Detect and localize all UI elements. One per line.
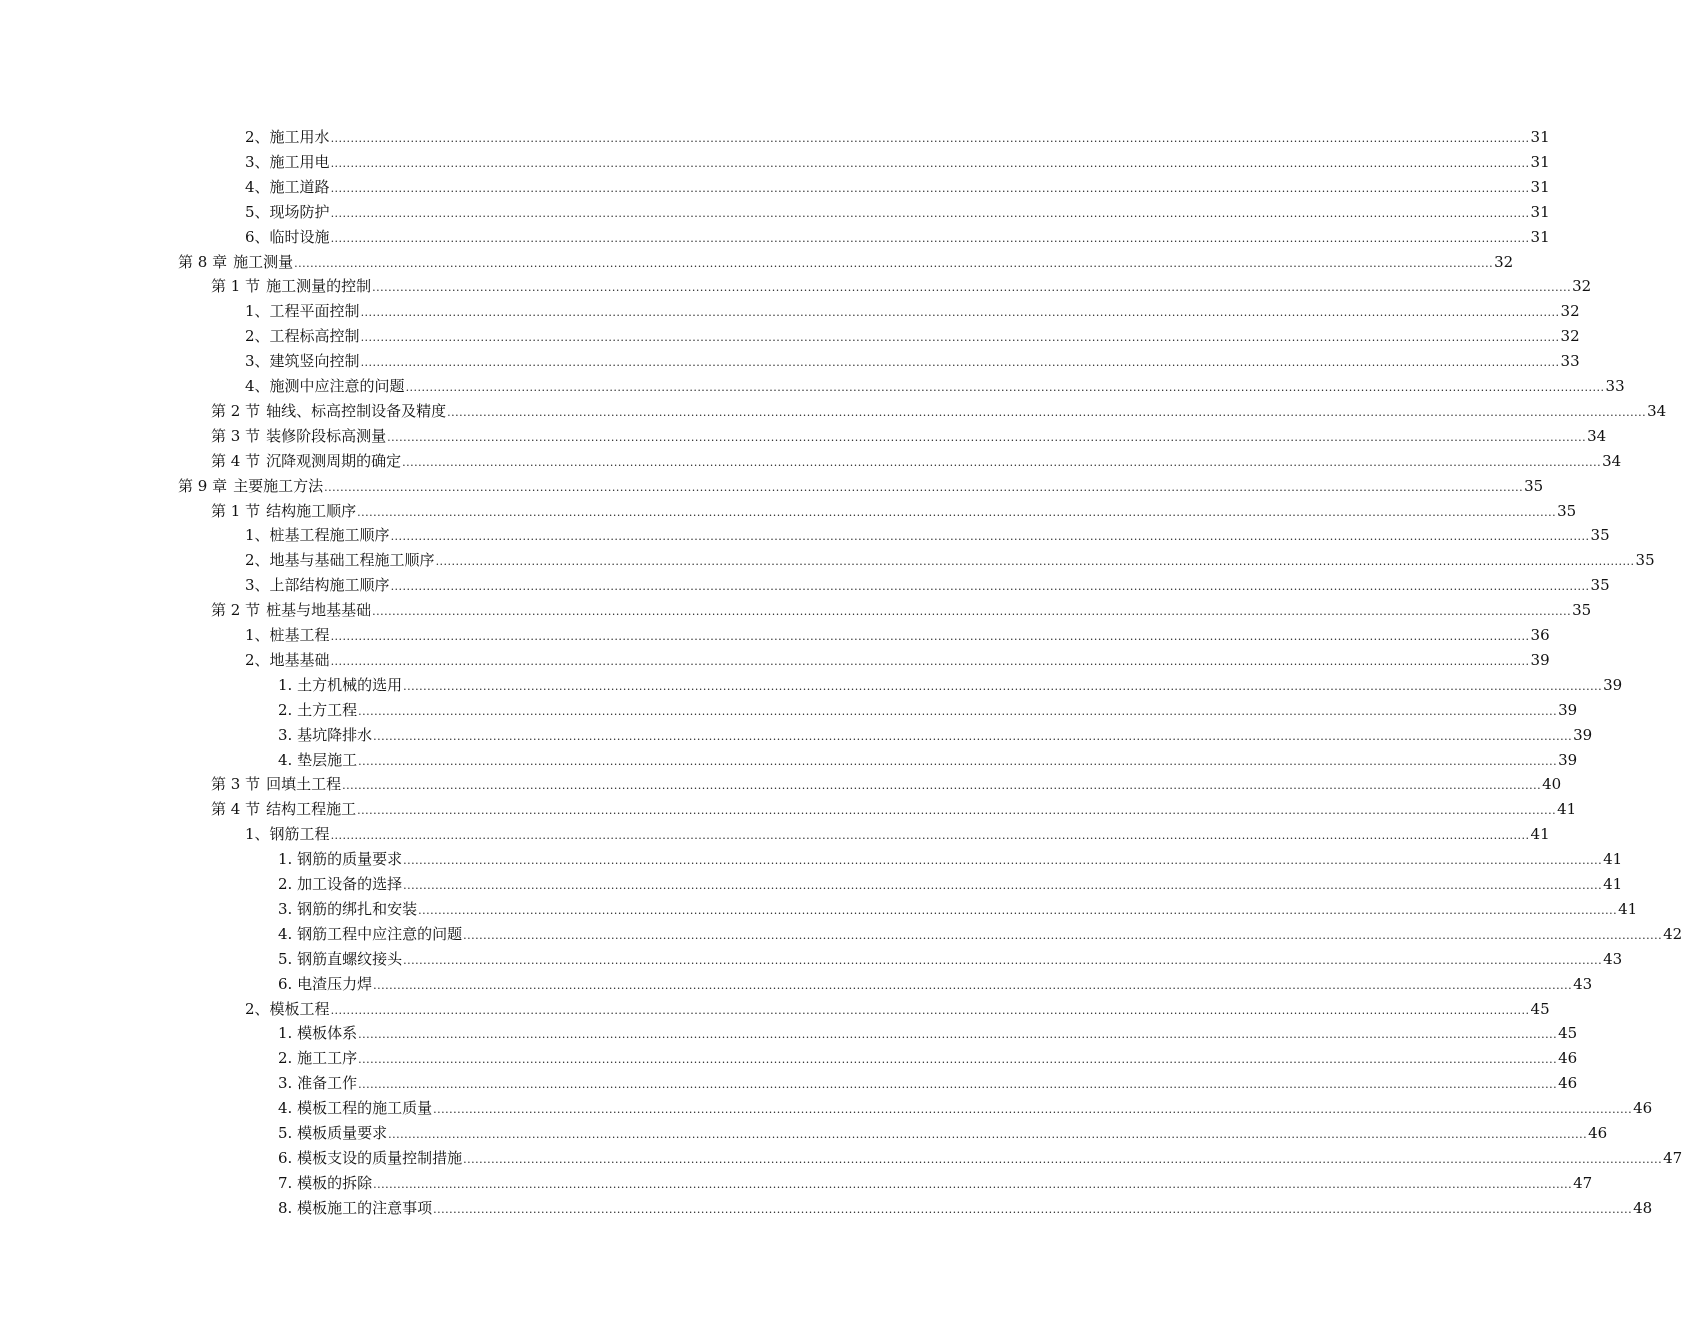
dot-leader: ............................................................................................................................................................................................................................................................................................................ — [324, 480, 1524, 494]
toc-entry-title: 钢筋工程 — [269, 825, 330, 844]
toc-entry-page-number: 39 — [1558, 700, 1578, 719]
toc-entry-page-number: 41 — [1530, 825, 1550, 844]
toc-entry-title: 施工道路 — [269, 177, 330, 196]
toc-entry-title: 桩基工程 — [269, 626, 330, 644]
dot-leader: ............................................................................................................................................................................................................................................................................................................ — [373, 1177, 1573, 1191]
toc-entry-title: 3. 准备工作 — [278, 1074, 358, 1093]
dot-leader: ............................................................................................................................................................................................................................................................................................................ — [373, 729, 1573, 743]
toc-entry-number: 第 3 节 — [211, 775, 261, 794]
toc-entry-number: 第 4 节 — [211, 800, 261, 819]
toc-entry-number: 1、 — [245, 302, 270, 321]
toc-entry-page-number: 32 — [1572, 277, 1592, 296]
toc-entry-title: 结构工程施工 — [266, 800, 357, 819]
toc-entry-title: 模板工程 — [269, 999, 330, 1018]
toc-entry-number: 1、 — [245, 825, 270, 844]
toc-entry[interactable] — [178, 474, 1544, 499]
toc-entry-page-number: 32 — [1560, 302, 1580, 321]
toc-entry-title: 6. 模板支设的质量控制措施 — [278, 1148, 463, 1167]
dot-leader: ............................................................................................................................................................................................................................................................................................................ — [330, 829, 1530, 843]
toc-entry-number: 1、 — [245, 626, 270, 644]
toc-entry[interactable] — [178, 250, 1514, 275]
toc-entry[interactable] — [245, 324, 1580, 349]
toc-entry-number: 3、 — [245, 576, 270, 595]
dot-leader: ............................................................................................................................................................................................................................................................................................................ — [403, 879, 1603, 892]
toc-entry-number: 第 9 章 — [178, 476, 228, 495]
toc-entry-title: 1. 钢筋的质量要求 — [278, 850, 403, 869]
toc-entry-number: 第 2 节 — [211, 601, 261, 620]
toc-entry[interactable] — [278, 1046, 1578, 1071]
toc-entry-page-number: 35 — [1557, 501, 1577, 520]
toc-entry[interactable] — [278, 1146, 1682, 1171]
toc-entry[interactable] — [245, 225, 1550, 250]
toc-entry-page-number: 39 — [1558, 750, 1578, 769]
toc-entry[interactable] — [278, 1121, 1608, 1146]
toc-entry-page-number: 39 — [1530, 650, 1550, 669]
toc-entry-page-number: 41 — [1603, 875, 1623, 893]
toc-entry[interactable] — [245, 150, 1550, 175]
dot-leader: ............................................................................................................................................................................................................................................................................................................ — [463, 1152, 1663, 1166]
dot-leader: ............................................................................................................................................................................................................................................................................................................ — [418, 903, 1618, 917]
toc-entry-title: 临时设施 — [269, 227, 330, 246]
toc-entry-number: 第 4 节 — [211, 451, 261, 470]
toc-entry-page-number: 48 — [1633, 1198, 1653, 1217]
toc-entry-page-number: 39 — [1573, 725, 1593, 744]
toc-entry-title: 施工用水 — [269, 128, 330, 146]
toc-entry[interactable] — [278, 897, 1638, 922]
toc-entry-title: 轴线、标高控制设备及精度 — [266, 401, 447, 420]
toc-entry-page-number: 41 — [1603, 850, 1623, 869]
toc-entry[interactable] — [211, 772, 1562, 797]
dot-leader: ............................................................................................................................................................................................................................................................................................................ — [403, 854, 1603, 868]
toc-entry[interactable] — [278, 972, 1593, 997]
toc-entry[interactable] — [245, 548, 1655, 573]
toc-entry-title: 2. 加工设备的选择 — [278, 875, 403, 893]
toc-entry-title: 8. 模板施工的注意事项 — [278, 1198, 433, 1217]
toc-entry-title: 地基基础 — [269, 650, 330, 669]
toc-entry-page-number: 41 — [1618, 899, 1638, 918]
toc-entry[interactable] — [245, 648, 1550, 673]
toc-entry[interactable] — [278, 872, 1623, 897]
toc-entry-page-number: 43 — [1603, 949, 1623, 968]
dot-leader: ............................................................................................................................................................................................................................................................................................................ — [330, 132, 1530, 145]
dot-leader: ............................................................................................................................................................................................................................................................................................................ — [358, 1028, 1558, 1042]
toc-entry-page-number: 33 — [1605, 377, 1625, 395]
toc-entry-title: 4. 模板工程的施工质量 — [278, 1099, 433, 1118]
toc-entry[interactable] — [211, 449, 1622, 474]
toc-entry-title: 1. 土方机械的选用 — [278, 675, 403, 694]
toc-entry[interactable] — [278, 698, 1578, 723]
toc-entry[interactable] — [211, 399, 1667, 424]
dot-leader: ............................................................................................................................................................................................................................................................................................................ — [402, 455, 1602, 469]
toc-entry-title: 2. 施工工序 — [278, 1049, 358, 1068]
toc-entry-number: 3、 — [245, 152, 270, 171]
dot-leader: ............................................................................................................................................................................................................................................................................................................ — [358, 1053, 1558, 1067]
dot-leader: ............................................................................................................................................................................................................................................................................................................ — [342, 779, 1542, 793]
toc-entry-number: 1、 — [245, 526, 270, 545]
toc-entry[interactable] — [278, 1096, 1653, 1121]
dot-leader: ............................................................................................................................................................................................................................................................................................................ — [447, 405, 1647, 419]
toc-entry[interactable] — [278, 1071, 1578, 1096]
toc-entry-number: 3、 — [245, 352, 270, 371]
toc-entry-page-number: 45 — [1558, 1024, 1578, 1043]
toc-entry-page-number: 31 — [1530, 177, 1550, 196]
toc-entry-number: 4、 — [245, 377, 270, 395]
dot-leader: ............................................................................................................................................................................................................................................................................................................ — [403, 953, 1603, 967]
toc-entry-number: 第 2 节 — [211, 401, 261, 420]
toc-entry[interactable] — [211, 598, 1592, 623]
toc-entry[interactable] — [211, 274, 1592, 299]
toc-entry[interactable] — [245, 175, 1550, 200]
dot-leader: ............................................................................................................................................................................................................................................................................................................ — [330, 181, 1530, 195]
toc-entry-page-number: 41 — [1557, 800, 1577, 819]
toc-entry[interactable] — [278, 1171, 1593, 1196]
toc-entry-number: 2、 — [245, 999, 270, 1018]
dot-leader: ............................................................................................................................................................................................................................................................................................................ — [330, 630, 1530, 643]
toc-entry[interactable] — [278, 847, 1623, 872]
toc-entry-number: 第 3 节 — [211, 426, 261, 445]
toc-entry-title: 结构施工顺序 — [266, 501, 357, 520]
dot-leader: ............................................................................................................................................................................................................................................................................................................ — [357, 804, 1557, 818]
dot-leader: ............................................................................................................................................................................................................................................................................................................ — [330, 1003, 1530, 1017]
toc-entry[interactable] — [278, 748, 1578, 773]
toc-entry-page-number: 35 — [1590, 576, 1610, 595]
toc-entry[interactable] — [245, 523, 1610, 548]
dot-leader: ............................................................................................................................................................................................................................................................................................................ — [390, 580, 1590, 594]
toc-entry[interactable] — [245, 200, 1550, 225]
toc-entry-page-number: 32 — [1560, 327, 1580, 346]
toc-entry[interactable] — [245, 997, 1550, 1022]
dot-leader: ............................................................................................................................................................................................................................................................................................................ — [360, 306, 1560, 320]
toc-entry-title: 建筑竖向控制 — [269, 352, 360, 371]
toc-entry-page-number: 32 — [1494, 252, 1514, 271]
toc-entry-number: 第 8 章 — [178, 252, 228, 271]
toc-entry[interactable] — [278, 723, 1593, 748]
dot-leader: ............................................................................................................................................................................................................................................................................................................ — [360, 356, 1560, 370]
toc-entry-page-number: 31 — [1530, 227, 1550, 246]
toc-entry-page-number: 46 — [1588, 1124, 1608, 1142]
toc-entry-title: 施工用电 — [269, 152, 330, 171]
toc-entry-title: 3. 基坑降排水 — [278, 725, 373, 744]
toc-entry-page-number: 40 — [1542, 775, 1562, 794]
toc-entry-page-number: 35 — [1635, 551, 1655, 570]
dot-leader: ............................................................................................................................................................................................................................................................................................................ — [403, 679, 1603, 693]
toc-entry-page-number: 34 — [1647, 401, 1667, 420]
toc-entry-title: 施工测量的控制 — [266, 277, 372, 296]
toc-entry-number: 2、 — [245, 650, 270, 669]
toc-entry-title: 上部结构施工顺序 — [269, 576, 390, 595]
toc-entry-page-number: 46 — [1633, 1099, 1653, 1118]
toc-entry-title: 施测中应注意的问题 — [269, 377, 405, 395]
toc-entry[interactable] — [278, 1196, 1653, 1221]
toc-entry-page-number: 45 — [1530, 999, 1550, 1018]
toc-entry-number: 5、 — [245, 202, 270, 221]
toc-entry-title: 4. 钢筋工程中应注意的问题 — [278, 924, 463, 943]
toc-entry-page-number: 33 — [1560, 352, 1580, 371]
toc-entry-title: 1. 模板体系 — [278, 1024, 358, 1043]
toc-entry[interactable] — [211, 797, 1577, 822]
toc-entry-page-number: 35 — [1524, 476, 1544, 495]
toc-entry[interactable] — [245, 623, 1550, 648]
toc-entry[interactable] — [278, 947, 1623, 972]
toc-entry[interactable] — [245, 299, 1580, 324]
toc-entry-title: 现场防护 — [269, 202, 330, 221]
toc-entry-title: 桩基与地基基础 — [266, 601, 372, 620]
toc-entry-page-number: 46 — [1558, 1074, 1578, 1093]
toc-entry[interactable] — [245, 374, 1625, 399]
dot-leader: ............................................................................................................................................................................................................................................................................................................ — [294, 256, 1494, 270]
toc-entry-number: 2、 — [245, 327, 270, 346]
toc-entry-title: 装修阶段标高测量 — [266, 426, 387, 445]
toc-entry-title: 施工测量 — [233, 252, 294, 271]
toc-entry-title: 6. 电渣压力焊 — [278, 974, 373, 993]
toc-entry-page-number: 42 — [1663, 924, 1682, 943]
dot-leader: ............................................................................................................................................................................................................................................................................................................ — [358, 1078, 1558, 1092]
toc-entry[interactable] — [278, 673, 1623, 698]
toc-entry-title: 3. 钢筋的绑扎和安装 — [278, 899, 418, 918]
dot-leader: ............................................................................................................................................................................................................................................................................................................ — [330, 156, 1530, 170]
toc-entry-title: 回填土工程 — [266, 775, 342, 794]
toc-entry-page-number: 35 — [1572, 601, 1592, 620]
dot-leader: ............................................................................................................................................................................................................................................................................................................ — [372, 281, 1572, 295]
dot-leader: ............................................................................................................................................................................................................................................................................................................ — [358, 704, 1558, 718]
toc-entry-number: 第 1 节 — [211, 501, 261, 520]
toc-entry[interactable] — [245, 822, 1550, 847]
toc-entry-page-number: 34 — [1602, 451, 1622, 470]
toc-entry-number: 4、 — [245, 177, 270, 196]
toc-entry-title: 沉降观测周期的确定 — [266, 451, 402, 470]
toc-entry-title: 主要施工方法 — [233, 476, 324, 495]
toc-entry-title: 桩基工程施工顺序 — [269, 526, 390, 545]
toc-entry-page-number: 43 — [1573, 974, 1593, 993]
toc-entry[interactable] — [211, 499, 1577, 524]
toc-entry-page-number: 34 — [1587, 426, 1607, 445]
toc-entry-page-number: 31 — [1530, 152, 1550, 171]
toc-entry-page-number: 35 — [1590, 526, 1610, 545]
dot-leader: ............................................................................................................................................................................................................................................................................................................ — [358, 754, 1558, 768]
dot-leader: ............................................................................................................................................................................................................................................................................................................ — [330, 654, 1530, 668]
toc-entry-page-number: 31 — [1530, 202, 1550, 221]
toc-entry-page-number: 36 — [1530, 626, 1550, 644]
toc-entry-title: 地基与基础工程施工顺序 — [269, 551, 435, 570]
toc-entry-title: 工程平面控制 — [269, 302, 360, 321]
dot-leader: ............................................................................................................................................................................................................................................................................................................ — [405, 381, 1605, 394]
toc-entry[interactable] — [245, 573, 1610, 598]
toc-entry-title: 5. 模板质量要求 — [278, 1124, 388, 1142]
dot-leader: ............................................................................................................................................................................................................................................................................................................ — [433, 1103, 1633, 1117]
toc-entry-page-number: 39 — [1603, 675, 1623, 694]
toc-entry-title: 7. 模板的拆除 — [278, 1173, 373, 1192]
toc-entry-number: 第 1 节 — [211, 277, 261, 296]
dot-leader: ............................................................................................................................................................................................................................................................................................................ — [373, 978, 1573, 992]
toc-entry-title: 4. 垫层施工 — [278, 750, 358, 769]
toc-entry-title: 工程标高控制 — [269, 327, 360, 346]
dot-leader: ............................................................................................................................................................................................................................................................................................................ — [433, 1202, 1633, 1216]
toc-entry[interactable] — [245, 349, 1580, 374]
dot-leader: ............................................................................................................................................................................................................................................................................................................ — [360, 331, 1560, 345]
toc-entry-page-number: 47 — [1663, 1148, 1682, 1167]
dot-leader: ............................................................................................................................................................................................................................................................................................................ — [330, 206, 1530, 220]
toc-entry-number: 2、 — [245, 128, 270, 146]
toc-entry-number: 2、 — [245, 551, 270, 570]
dot-leader: ............................................................................................................................................................................................................................................................................................................ — [330, 231, 1530, 245]
toc-entry-page-number: 46 — [1558, 1049, 1578, 1068]
dot-leader: ............................................................................................................................................................................................................................................................................................................ — [387, 430, 1587, 444]
toc-entry[interactable] — [245, 125, 1550, 150]
dot-leader: ............................................................................................................................................................................................................................................................................................................ — [435, 555, 1635, 569]
toc-entry[interactable] — [278, 1021, 1578, 1046]
toc-entry[interactable] — [211, 424, 1607, 449]
toc-entry[interactable] — [278, 922, 1682, 947]
toc-entry-title: 5. 钢筋直螺纹接头 — [278, 949, 403, 968]
dot-leader: ............................................................................................................................................................................................................................................................................................................ — [372, 605, 1572, 619]
dot-leader: ............................................................................................................................................................................................................................................................................................................ — [388, 1128, 1588, 1141]
dot-leader: ............................................................................................................................................................................................................................................................................................................ — [357, 505, 1557, 519]
toc-entry-page-number: 47 — [1573, 1173, 1593, 1192]
dot-leader: ............................................................................................................................................................................................................................................................................................................ — [390, 530, 1590, 544]
toc-entry-page-number: 31 — [1530, 128, 1550, 146]
toc-entry-title: 2. 土方工程 — [278, 700, 358, 719]
dot-leader: ............................................................................................................................................................................................................................................................................................................ — [463, 928, 1663, 942]
toc-entry-number: 6、 — [245, 227, 270, 246]
